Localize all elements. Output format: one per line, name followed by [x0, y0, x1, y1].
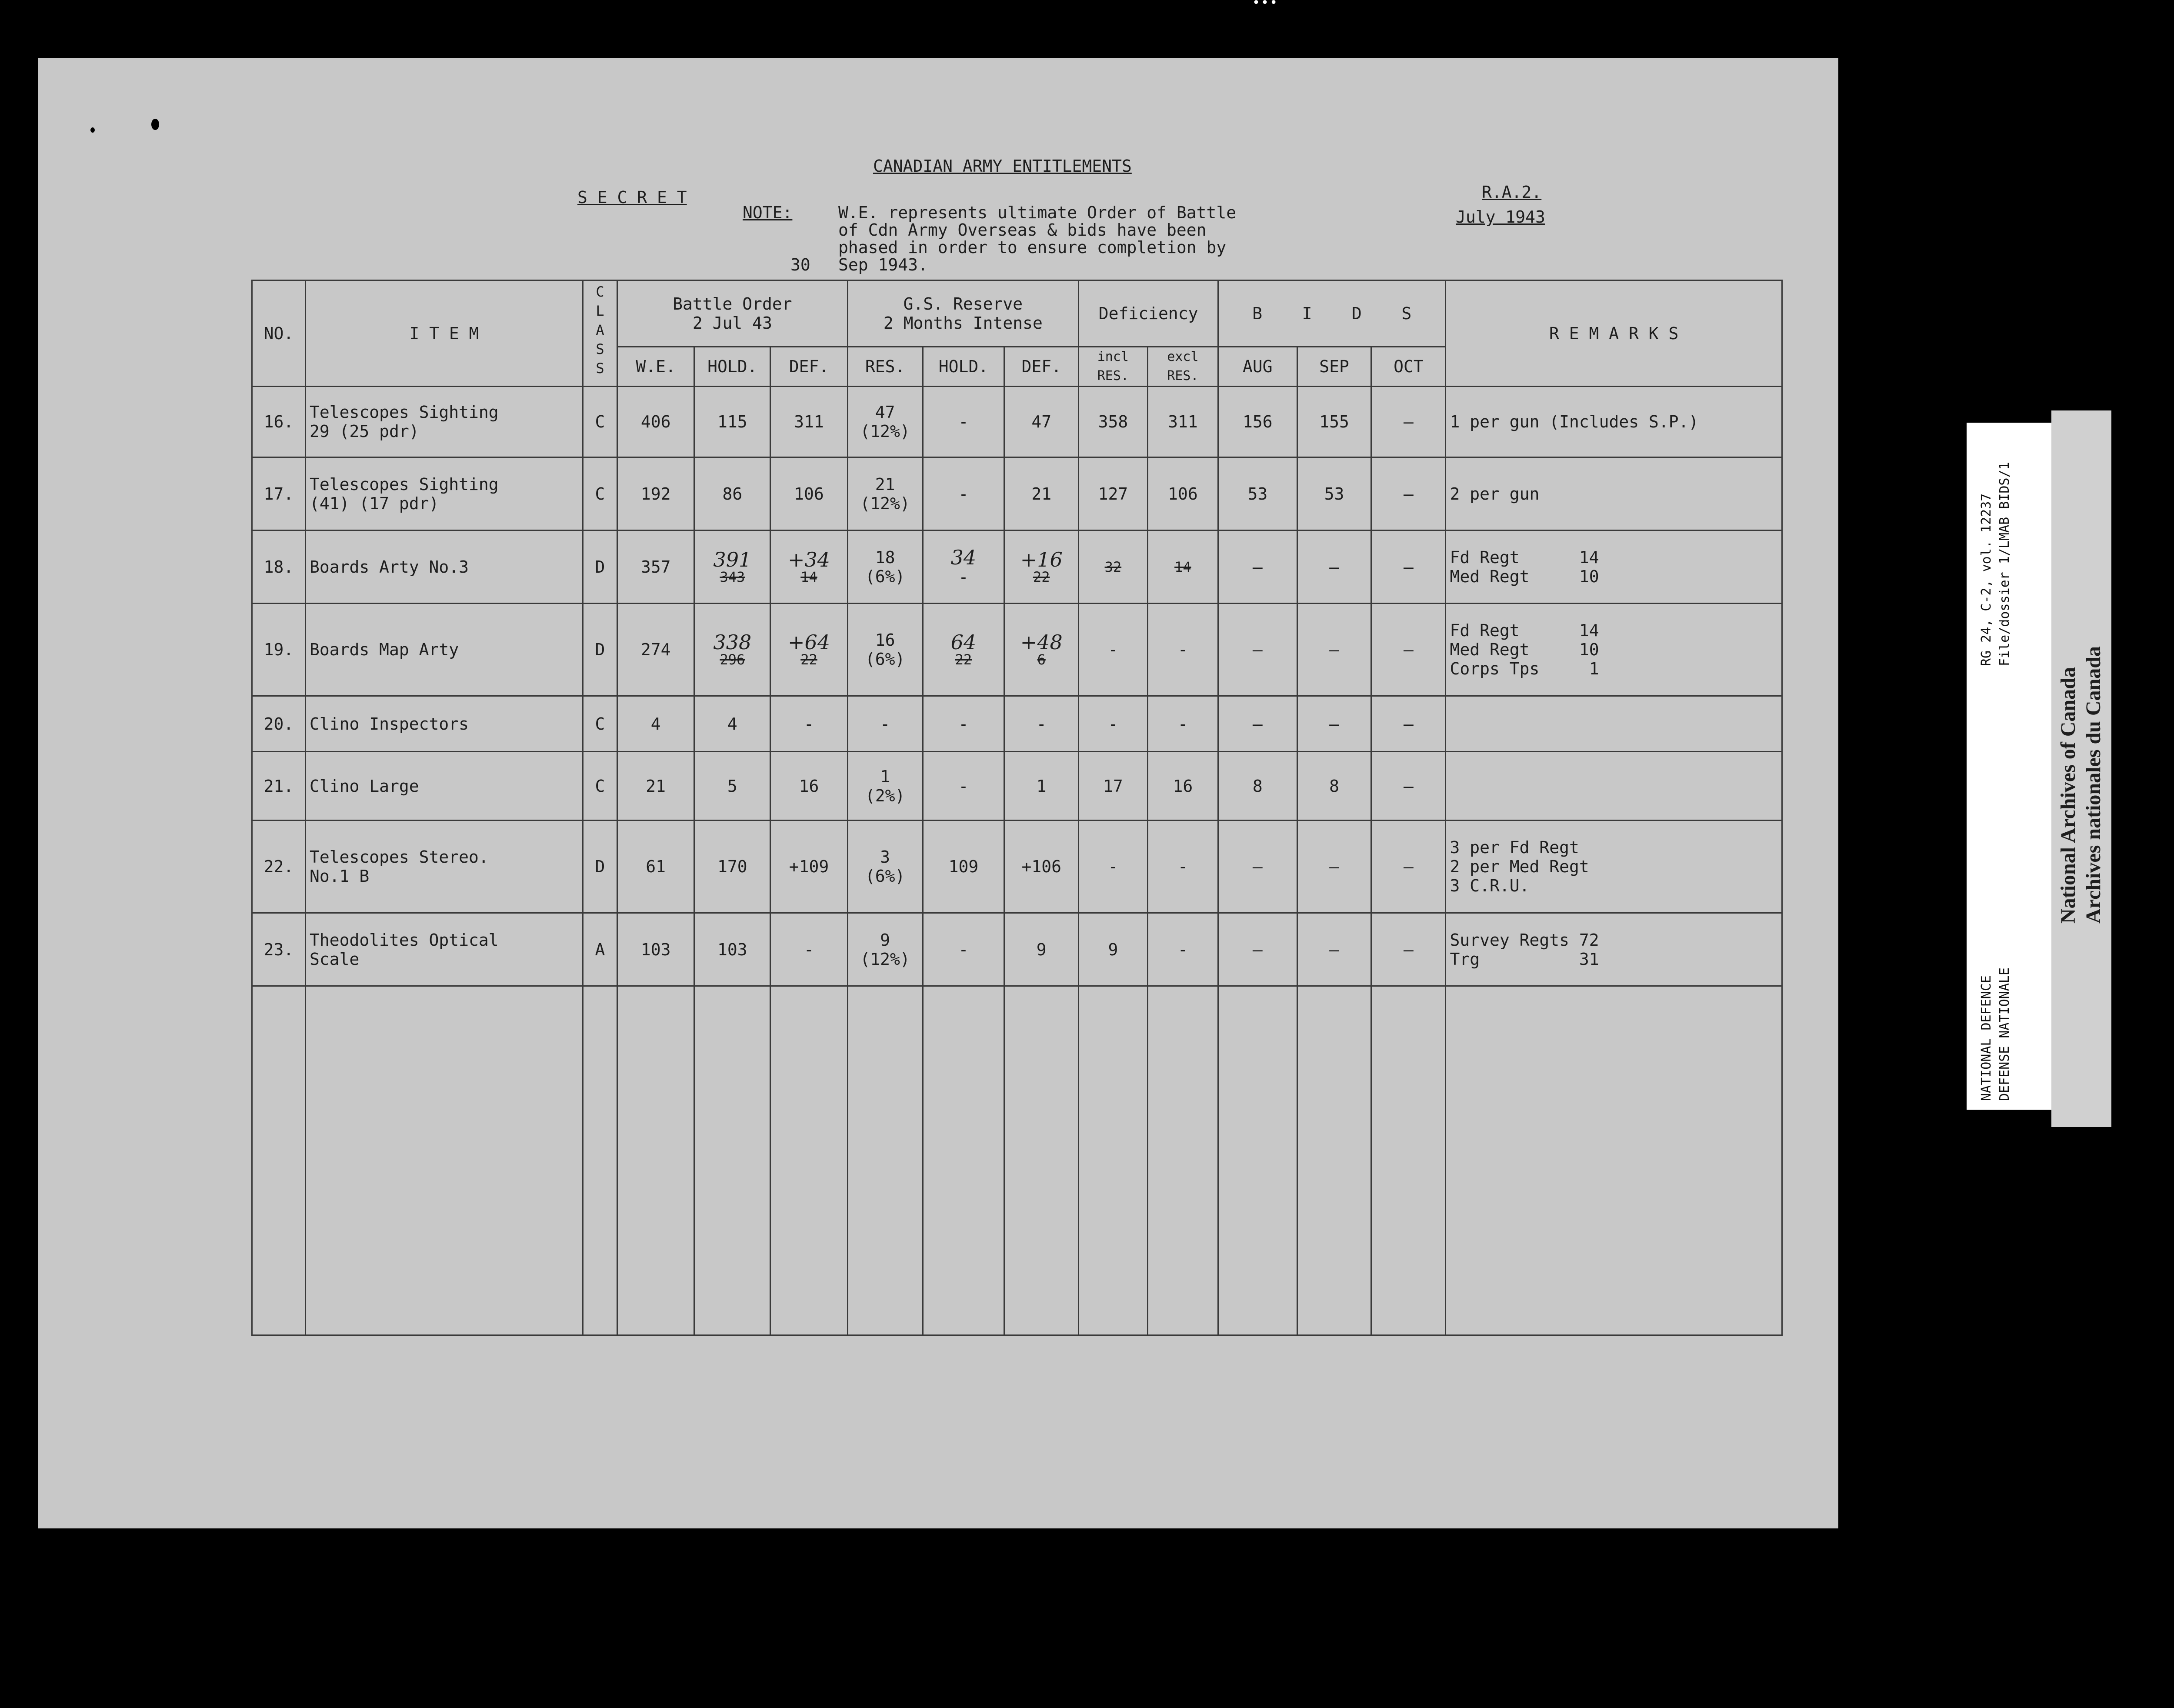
table-row-blank: [252, 986, 1782, 1335]
document-date: July 1943: [1456, 207, 1545, 227]
row-gs-hold: 109: [923, 821, 1004, 913]
row-bid-oct: —: [1371, 530, 1446, 604]
row-item: Theodolites Optical Scale: [305, 913, 583, 986]
row-bid-aug: —: [1218, 913, 1297, 986]
row-remarks: 1 per gun (Includes S.P.): [1446, 387, 1782, 457]
row-gs-def: 21: [1004, 457, 1079, 530]
row-def: 106: [770, 457, 847, 530]
row-excl-res: 106: [1147, 457, 1218, 530]
note-line-1: W.E. represents ultimate Order of Battle: [838, 203, 1237, 222]
row-gs-def: -: [1004, 696, 1079, 752]
row-incl-res: 127: [1079, 457, 1147, 530]
row-excl-res: -: [1147, 696, 1218, 752]
struck-def: 22: [800, 651, 817, 668]
row-remarks: Fd Regt 14 Med Regt 10 Corps Tps 1: [1446, 604, 1782, 696]
row-bid-oct: —: [1371, 387, 1446, 457]
row-excl-res: -: [1147, 913, 1218, 986]
blank-cell: [1004, 986, 1079, 1335]
row-gs-def: 1: [1004, 752, 1079, 821]
row-excl-res: [1147, 530, 1218, 604]
row-no: 21.: [252, 752, 306, 821]
row-bid-oct: —: [1371, 604, 1446, 696]
row-incl-res: 358: [1079, 387, 1147, 457]
col-no: NO.: [252, 280, 306, 387]
table-row: [252, 604, 1782, 696]
row-class: D: [583, 530, 617, 604]
row-item: Telescopes Sighting 29 (25 pdr): [305, 387, 583, 457]
col-def: DEF.: [770, 347, 847, 387]
col-aug: AUG: [1218, 347, 1297, 387]
row-bid-sep: —: [1297, 604, 1371, 696]
row-class: C: [583, 387, 617, 457]
row-excl-res: 16: [1147, 752, 1218, 821]
blank-cell: [252, 986, 306, 1335]
row-bid-sep: —: [1297, 821, 1371, 913]
blank-cell: [1218, 986, 1297, 1335]
row-res: 3 (6%): [847, 821, 923, 913]
col-bids: B I D S: [1218, 280, 1446, 347]
row-res: 18 (6%): [847, 530, 923, 604]
note-date-prefix: 30: [790, 255, 810, 274]
handwritten-def: +34: [787, 547, 830, 571]
row-incl-res: [1079, 530, 1147, 604]
col-gs-hold: HOLD.: [923, 347, 1004, 387]
table-row: [252, 530, 1782, 604]
struck-excl: 14: [1174, 558, 1191, 575]
blank-cell: [847, 986, 923, 1335]
file-ref-line-1: RG 24, C-2, vol. 12237: [1979, 493, 1994, 666]
row-gs-hold: -: [923, 752, 1004, 821]
row-bid-aug: —: [1218, 821, 1297, 913]
row-bid-oct: —: [1371, 457, 1446, 530]
row-bid-oct: —: [1371, 696, 1446, 752]
row-no: 19.: [252, 604, 306, 696]
row-bid-aug: —: [1218, 696, 1297, 752]
row-def: -: [770, 696, 847, 752]
row-res: 9 (12%): [847, 913, 923, 986]
col-incl-res: incl RES.: [1079, 347, 1147, 387]
row-def: [770, 530, 847, 604]
row-hold: [694, 604, 770, 696]
archives-label-en: National Archives of Canada: [2057, 667, 2080, 924]
row-no: 22.: [252, 821, 306, 913]
row-gs-hold: -: [923, 387, 1004, 457]
row-bid-aug: —: [1218, 604, 1297, 696]
row-gs-hold: [923, 604, 1004, 696]
struck-hold: 343: [720, 568, 745, 585]
row-we: 357: [617, 530, 694, 604]
row-bid-oct: —: [1371, 752, 1446, 821]
row-gs-hold: -: [923, 696, 1004, 752]
row-class: D: [583, 604, 617, 696]
note-line-4: Sep 1943.: [838, 255, 928, 274]
note-line-3: phased in order to ensure completion by: [838, 238, 1227, 257]
row-bid-sep: 8: [1297, 752, 1371, 821]
row-hold: 115: [694, 387, 770, 457]
col-gs-def: DEF.: [1004, 347, 1079, 387]
ref-number: R.A.2.: [1482, 183, 1542, 202]
blank-cell: [1297, 986, 1371, 1335]
col-item: I T E M: [305, 280, 583, 387]
blank-cell: [617, 986, 694, 1335]
handwritten-gs-def: +48: [1020, 630, 1063, 654]
row-hold: 4: [694, 696, 770, 752]
row-bid-sep: 53: [1297, 457, 1371, 530]
blank-cell: [1147, 986, 1218, 1335]
row-we: 192: [617, 457, 694, 530]
row-remarks: 3 per Fd Regt 2 per Med Regt 3 C.R.U.: [1446, 821, 1782, 913]
row-def: -: [770, 913, 847, 986]
row-def: +109: [770, 821, 847, 913]
col-hold: HOLD.: [694, 347, 770, 387]
row-hold: 5: [694, 752, 770, 821]
blank-cell: [1371, 986, 1446, 1335]
struck-gs-def: 6: [1037, 651, 1046, 668]
top-dots: •••: [1252, 0, 1279, 10]
col-gs-reserve: G.S. Reserve 2 Months Intense: [847, 280, 1079, 347]
row-bid-sep: —: [1297, 530, 1371, 604]
row-incl-res: 17: [1079, 752, 1147, 821]
row-gs-hold: -: [923, 457, 1004, 530]
table-row: [252, 821, 1782, 913]
punch-mark: [151, 119, 159, 130]
row-no: 17.: [252, 457, 306, 530]
row-res: -: [847, 696, 923, 752]
row-res: 16 (6%): [847, 604, 923, 696]
blank-cell: [1079, 986, 1147, 1335]
handwritten-def: +64: [787, 630, 830, 654]
row-incl-res: 9: [1079, 913, 1147, 986]
blank-cell: [305, 986, 583, 1335]
file-ref-line-2: File/dossier 1/LMAB BIDS/1: [1997, 462, 2012, 666]
row-bid-oct: —: [1371, 821, 1446, 913]
row-bid-sep: —: [1297, 696, 1371, 752]
archives-label-strip: [2051, 410, 2111, 1127]
col-deficiency: Deficiency: [1079, 280, 1218, 347]
row-hold: [694, 530, 770, 604]
note-line-2: of Cdn Army Overseas & bids have been: [838, 220, 1207, 240]
secret-label: S E C R E T: [577, 188, 687, 207]
row-excl-res: -: [1147, 821, 1218, 913]
handwritten-hold: 391: [713, 547, 752, 571]
row-res: 21 (12%): [847, 457, 923, 530]
row-item: Telescopes Sighting (41) (17 pdr): [305, 457, 583, 530]
row-gs-hold: -: [923, 913, 1004, 986]
handwritten-gs-hold: 34: [950, 545, 977, 569]
row-item: Clino Large: [305, 752, 583, 821]
row-bid-sep: —: [1297, 913, 1371, 986]
row-remarks: Fd Regt 14 Med Regt 10: [1446, 530, 1782, 604]
row-incl-res: -: [1079, 821, 1147, 913]
struck-hold: 296: [720, 651, 745, 668]
row-item: Telescopes Stereo. No.1 B: [305, 821, 583, 913]
row-bid-aug: 156: [1218, 387, 1297, 457]
row-excl-res: -: [1147, 604, 1218, 696]
table-row: [252, 752, 1782, 821]
header-row-1: [252, 280, 1782, 347]
row-res: 1 (2%): [847, 752, 923, 821]
row-gs-def: +106: [1004, 821, 1079, 913]
struck-gs-hold: 22: [955, 651, 972, 668]
row-remarks: [1446, 752, 1782, 821]
row-class: C: [583, 752, 617, 821]
row-item: Boards Arty No.3: [305, 530, 583, 604]
row-gs-hold: [923, 530, 1004, 604]
row-bid-aug: 8: [1218, 752, 1297, 821]
row-bid-aug: —: [1218, 530, 1297, 604]
punch-mark: [90, 127, 95, 133]
col-oct: OCT: [1371, 347, 1446, 387]
col-we: W.E.: [617, 347, 694, 387]
row-incl-res: -: [1079, 604, 1147, 696]
entitlements-table: [251, 280, 1783, 1336]
row-class: A: [583, 913, 617, 986]
row-gs-def: 47: [1004, 387, 1079, 457]
row-no: 23.: [252, 913, 306, 986]
row-bid-oct: —: [1371, 913, 1446, 986]
row-excl-res: 311: [1147, 387, 1218, 457]
row-we: 61: [617, 821, 694, 913]
struck-def: 14: [800, 568, 817, 585]
col-battle-order: Battle Order 2 Jul 43: [617, 280, 848, 347]
handwritten-gs-def: +16: [1020, 547, 1063, 571]
col-class: CLASS: [583, 280, 617, 387]
table-row: [252, 913, 1782, 986]
blank-cell: [1446, 986, 1782, 1335]
national-defence-fr: DEFENSE NATIONALE: [1997, 967, 2012, 1101]
col-sep: SEP: [1297, 347, 1371, 387]
col-res: RES.: [847, 347, 923, 387]
row-bid-aug: 53: [1218, 457, 1297, 530]
national-defence-en: NATIONAL DEFENCE: [1979, 975, 1994, 1101]
row-def: 16: [770, 752, 847, 821]
row-we: 103: [617, 913, 694, 986]
note-label: NOTE:: [743, 203, 793, 222]
row-item: Boards Map Arty: [305, 604, 583, 696]
row-gs-def: [1004, 604, 1079, 696]
row-no: 16.: [252, 387, 306, 457]
row-we: 4: [617, 696, 694, 752]
row-res: 47 (12%): [847, 387, 923, 457]
row-gs-def: [1004, 530, 1079, 604]
row-hold: 170: [694, 821, 770, 913]
row-no: 20.: [252, 696, 306, 752]
table-row: [252, 387, 1782, 457]
row-incl-res: -: [1079, 696, 1147, 752]
file-reference-strip: [1967, 423, 2054, 1110]
row-class: C: [583, 457, 617, 530]
archives-label-fr: Archives nationales du Canada: [2082, 646, 2105, 924]
blank-cell: [923, 986, 1004, 1335]
row-class: C: [583, 696, 617, 752]
document-page: [38, 58, 1838, 1528]
table-row: [252, 457, 1782, 530]
row-item: Clino Inspectors: [305, 696, 583, 752]
gs-hold-value: -: [958, 567, 969, 587]
row-def: 311: [770, 387, 847, 457]
row-class: D: [583, 821, 617, 913]
blank-cell: [583, 986, 617, 1335]
col-excl-res: excl RES.: [1147, 347, 1218, 387]
struck-gs-def: 22: [1033, 568, 1050, 585]
col-remarks: R E M A R K S: [1446, 280, 1782, 387]
row-def: [770, 604, 847, 696]
row-we: 406: [617, 387, 694, 457]
blank-cell: [770, 986, 847, 1335]
row-hold: 103: [694, 913, 770, 986]
row-remarks: 2 per gun: [1446, 457, 1782, 530]
row-no: 18.: [252, 530, 306, 604]
document-title: CANADIAN ARMY ENTITLEMENTS: [873, 157, 1132, 176]
struck-incl: 32: [1104, 558, 1122, 575]
blank-cell: [694, 986, 770, 1335]
handwritten-hold: 338: [713, 630, 752, 654]
row-we: 274: [617, 604, 694, 696]
row-we: 21: [617, 752, 694, 821]
row-remarks: [1446, 696, 1782, 752]
row-gs-def: 9: [1004, 913, 1079, 986]
row-remarks: Survey Regts 72 Trg 31: [1446, 913, 1782, 986]
row-hold: 86: [694, 457, 770, 530]
table-row: [252, 696, 1782, 752]
handwritten-gs-hold: 64: [950, 630, 977, 654]
row-bid-sep: 155: [1297, 387, 1371, 457]
